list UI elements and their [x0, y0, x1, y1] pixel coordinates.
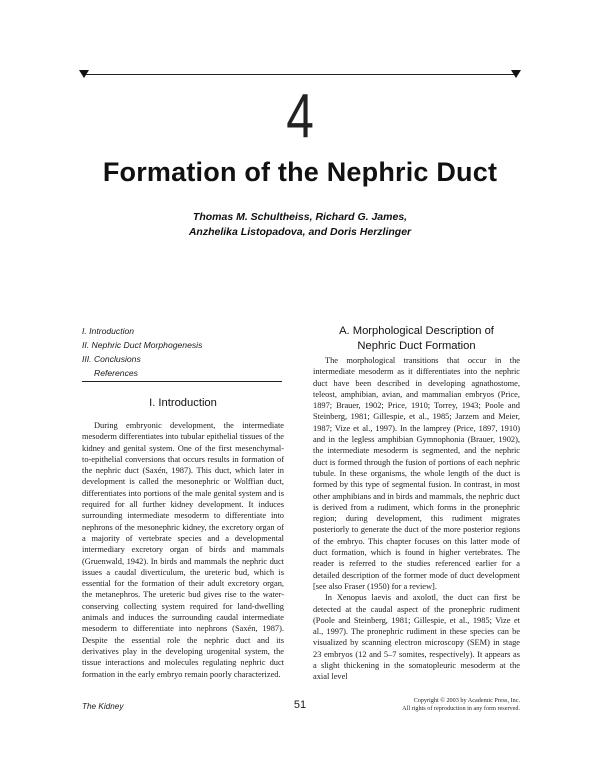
introduction-heading: I. Introduction [149, 397, 217, 409]
header-rule [82, 74, 518, 75]
toc-divider [82, 381, 282, 382]
heading-line: Nephric Duct Formation [357, 340, 476, 352]
heading-line: A. Morphological Description of [339, 325, 494, 337]
morphology-heading [313, 324, 520, 354]
toc-item[interactable]: III. Conclusions [82, 354, 141, 364]
body-paragraph: During embryonic development, the intermediate mesoderm differentiates into tubular epithelial tissues of the kidney and genital system. One of the first mesenchymal-to-epithelial conversions that occurs results in formation of the nephric duct (Saxén, 1987). This duct, which later in development is called the mesonephric or Wolffian duct, differentiates into portions of the male genital system and is required for all further kidney development. It induces surrounding intermediate mesoderm to differentiate into nephrons of the mesonephric kidney, the excretory organ of a majority of vertebrate species and a developmental intermediary excretory organ of birds and mammals (Gruenwald, 1942). In birds and mammals the nephric duct issues a caudal diverticulum, the ureteric bud, which is essential for the formation of their adult excretory organ, the metanephros. The ureteric bud gives rise to the water-conserving collecting system required for land-dwelling animals and induces the surrounding caudal intermediate mesoderm to differentiate into nephrons (Saxén, 1987). Despite the essential role the nephric duct and its derivatives play in the developing urogenital system, the tissue interactions and molecules regulating nephric duct formation in the early embryo remain poorly characterized. [82, 421, 284, 679]
body-paragraph: In Xenopus laevis and axolotl, the duct can first be detected at the caudal aspect of the pronephric rudiment (Poole and Steinberg, 1981; Gillespie, et al., 1985; Vize et al., 1997). The pronephric rudiment in these species can be visualized by scanning electron microscopy (SEM) in stage 23 embryos (12 and 5–7 somites, respectively). It appears as a slight thickening in the somatopleuric mesoderm at the axial level [313, 593, 520, 682]
page-number: 51 [293, 699, 307, 711]
rule-left-arrow-icon [79, 70, 89, 78]
toc-item[interactable]: References [94, 368, 138, 378]
rights-line: All rights of reproduction in any form reserved. [402, 705, 520, 712]
author-line: Anzhelika Listopadova, and Doris Herzlinger [188, 226, 412, 238]
toc-item[interactable]: II. Nephric Duct Morphogenesis [82, 340, 203, 350]
copyright-notice [350, 697, 520, 713]
table-of-contents [82, 324, 292, 380]
right-column [313, 355, 520, 683]
copyright-line: Copyright © 2003 by Academic Press, Inc. [413, 697, 520, 704]
chapter-number: 4 [286, 82, 314, 151]
author-list [0, 210, 600, 240]
chapter-title: Formation of the Nephric Duct [102, 157, 498, 187]
author-line: Thomas M. Schultheiss, Richard G. James, [192, 211, 408, 223]
book-title: The Kidney [82, 702, 124, 711]
toc-item[interactable]: I. Introduction [82, 326, 135, 336]
rule-right-arrow-icon [511, 70, 521, 78]
left-column [82, 420, 284, 680]
body-paragraph: The morphological transitions that occur in the intermediate mesoderm as it differentiates into the nephric duct have been described in developing agnathostome, teleost, amphibian, avian, and mammalian embryos (Price, 1897; Brauer, 1902; Price, 1910; Torrey, 1943; Poole and Steinberg, 1981; Gillespie, et al., 1985; Jarzem and Meier, 1987; Vize et al., 1997). In the lamprey (Price, 1897, 1910) and in the legless amphibian Gymnophonia (Brauer, 1902), the intermediate mesoderm is segmented, and the nephric duct is formed through the fusion of portions of each nephric tubule. In these organisms, the whole length of the duct is formed by this type of segmental fusion. In contrast, in most other amphibians and in birds and mammals, the nephric duct is derived from a rudiment, which forms in the pronephric region; during development, this rudiment migrates posteriorly to generate the duct of the more posterior regions of the embryo. This chapter focuses on this latter mode of duct formation, which is found in higher vertebrates. The reader is referred to the studies referenced earlier for a detailed description of the former mode of duct development [see also Fraser (1950) for a review]. [313, 356, 520, 591]
